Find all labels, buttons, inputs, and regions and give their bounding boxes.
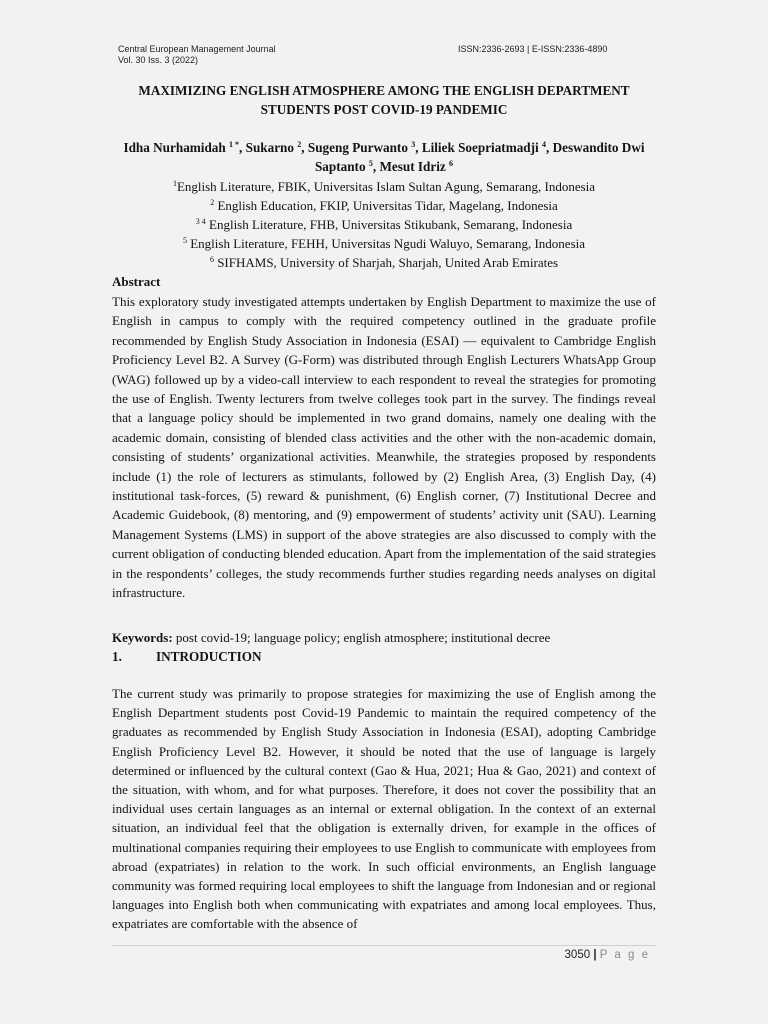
abstract-heading: Abstract	[112, 274, 161, 289]
keywords-text: post covid-19; language policy; english atmosphere; institutional decree	[172, 630, 551, 645]
affiliation-sup: 1	[172, 179, 177, 188]
journal-info	[118, 44, 276, 66]
author-sup: 2	[297, 140, 302, 149]
author-sup: 6	[449, 159, 454, 168]
author-sup: 3	[411, 140, 416, 149]
author-name: Sugeng Purwanto	[307, 140, 408, 155]
keywords-label: Keywords:	[112, 630, 173, 645]
paper-title	[112, 81, 656, 119]
author-sup: 4	[541, 140, 546, 149]
affiliation-text: English Education, FKIP, Universitas Tidar, Magelang, Indonesia	[214, 198, 558, 213]
affiliation-sup: 2	[210, 198, 215, 207]
author-name: Liliek Soepriatmadji	[421, 140, 539, 155]
author-separator: ,	[301, 140, 308, 155]
author-separator: ,	[415, 140, 422, 155]
author-name: Mesut Idriz	[379, 159, 446, 174]
journal-name: Central European Management Journal	[118, 44, 276, 54]
page-footer	[112, 945, 656, 968]
author-separator: ,	[239, 140, 246, 155]
author-list	[112, 138, 656, 176]
title-line-2: STUDENTS POST COVID-19 PANDEMIC	[260, 102, 508, 117]
author-name: Deswandito Dwi Saptanto	[314, 140, 645, 174]
affiliation-sup: 3 4	[195, 217, 206, 226]
affiliation	[112, 196, 656, 215]
affiliation-text: English Literature, FEHH, Universitas Ngudi Waluyo, Semarang, Indonesia	[186, 236, 586, 251]
affiliation-list	[112, 177, 656, 272]
author-name: Idha Nurhamidah	[123, 140, 226, 155]
author-separator: ,	[372, 159, 380, 174]
affiliation-sup: 5	[182, 236, 187, 245]
affiliation	[112, 253, 656, 272]
section-number: 1.	[112, 649, 122, 664]
affiliation	[112, 234, 656, 253]
section-title: INTRODUCTION	[156, 649, 262, 664]
page-separator: |	[593, 949, 597, 961]
affiliation	[112, 215, 656, 234]
author-sup: 5	[368, 159, 373, 168]
affiliation-sup: 6	[209, 255, 214, 264]
page-label: P a g e	[599, 949, 650, 961]
issn-info: ISSN:2336-2693 | E-ISSN:2336-4890	[458, 44, 608, 54]
abstract-body: This exploratory study investigated attempts undertaken by English Department to maximize the use of English in campus to comply with the required competency outlined in the graduate profile recommended by English Study Association in Indonesia (ESAI) — equivalent to Cambridge English Proficiency Level B2. A Survey (G-Form) was distributed through English Lecturers WhatsApp Group (WAG) followed up by a video-call interview to each respondent to reveal the strategies for promoting the use of English. Twenty lecturers from twelve colleges took part in the survey. The findings reveal that a language policy should be implemented in two grand domains, namely one dealing with the academic domain, consisting of blended class activities and the other with the non-academic domain, consisting of students’ organizational activities. Meanwhile, the strategies proposed by respondents include (1) the role of lecturers as stimulants, followed by (2) English Area, (3) English Day, (4) institutional task-forces, (5) reward & punishment, (6) English corner, (7) Institutional Decree and Academic Guidebook, (8) mentoring, and (9) empowerment of students’ activity unit (SAU). Learning Management Systems (LMS) in support of the above strategies are also discussed to comply with the current obligation of conducting blended education. Apart from the implementation of the said strategies in the respondents’ colleges, the study recommends further studies regarding needs analyses on digital infrastructure.	[112, 294, 656, 601]
affiliation-text: English Literature, FBIK, Universitas Islam Sultan Agung, Semarang, Indonesia	[176, 179, 596, 194]
affiliation-text: SIFHAMS, University of Sharjah, Sharjah, United Arab Emirates	[213, 255, 559, 270]
affiliation-text: English Literature, FHB, Universitas Stikubank, Semarang, Indonesia	[205, 217, 573, 232]
section-heading	[112, 647, 656, 666]
page-number-block	[565, 949, 650, 961]
author-sup: 1 *	[229, 140, 240, 149]
title-line-1: MAXIMIZING ENGLISH ATMOSPHERE AMONG THE ENGLISH DEPARTMENT	[138, 83, 630, 98]
keywords-line	[112, 628, 656, 647]
author-separator: ,	[545, 140, 553, 155]
author-name: Sukarno	[245, 140, 294, 155]
page-number: 3050	[564, 949, 591, 961]
introduction-body: The current study was primarily to propose strategies for maximizing the use of English among the English Department students post Covid-19 Pandemic to maintain the required competency of the graduates as recommended by English Study Association in Indonesia (ESAI), adopting Cambridge English Proficiency Level B2. However, it should be noted that the use of language is largely determined or influenced by the cultural context (Gao & Hua, 2021; Hua & Gao, 2021) and context of the situation, with whom, and for what purposes. Therefore, it does not cover the possibility that an individual uses certain languages as an internal or external obligation. In the context of an external situation, an individual feel that the obligation is externally driven, for example in the offices of multinational companies requiring their employees to use English to communicate with employees from abroad (expatriates) in relation to the work. In such official environments, an English language community was formed requiring local employees to shift the language from Indonesian and or regional languages into English both when communicating with expatriates and among local employees. Thus, expatriates are comfortable with the absence of	[112, 686, 656, 932]
journal-volume: Vol. 30 Iss. 3 (2022)	[118, 55, 199, 65]
affiliation	[112, 177, 656, 196]
